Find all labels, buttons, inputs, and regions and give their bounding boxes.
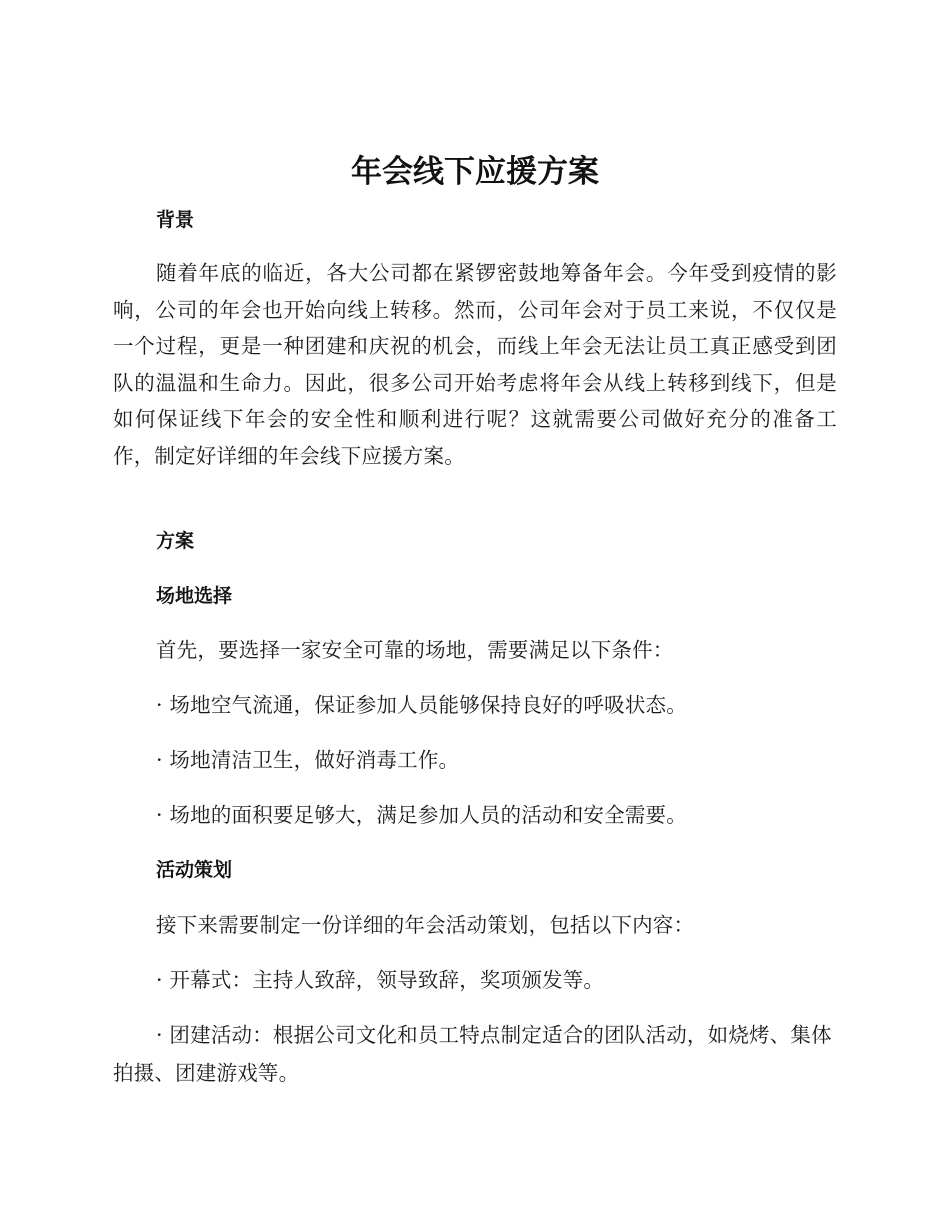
venue-item-2: · 场地清洁卫生，做好消毒工作。 <box>156 748 460 772</box>
venue-item-3: · 场地的面积要足够大，满足参加人员的活动和安全需要。 <box>156 803 687 827</box>
section-heading-activity: 活动策划 <box>156 859 233 881</box>
section-heading-plan: 方案 <box>156 530 195 552</box>
activity-item-1: · 开幕式：主持人致辞，领导致辞，奖项颁发等。 <box>156 968 605 992</box>
background-paragraph: 随着年底的临近，各大公司都在紧锣密鼓地筹备年会。今年受到疫情的影响，公司的年会也开始向线上转移。然而，公司年会对于员工来说，不仅仅是一个过程，更是一种团建和庆祝的机会，而线上年会无法让员工真正感受到团队的温温和生命力。因此，很多公司开始考虑将年会从线上转移到线下，但是如何保证线下年会的安全性和顺利进行呢？这就需要公司做好充分的准备工作，制定好详细的年会线下应援方案。 <box>113 261 837 468</box>
activity-item-2: · 团建活动：根据公司文化和员工特点制定适合的团队活动，如烧烤、集体拍摄、团建游戏等。 <box>113 1023 832 1085</box>
venue-item-1: · 场地空气流通，保证参加人员能够保持良好的呼吸状态。 <box>156 693 687 717</box>
activity-intro: 接下来需要制定一份详细的年会活动策划，包括以下内容： <box>156 913 695 937</box>
section-heading-venue: 场地选择 <box>156 585 233 607</box>
venue-intro: 首先，要选择一家安全可靠的场地，需要满足以下条件： <box>156 638 674 662</box>
document-title: 年会线下应援方案 <box>351 154 599 190</box>
section-heading-background: 背景 <box>156 209 195 231</box>
